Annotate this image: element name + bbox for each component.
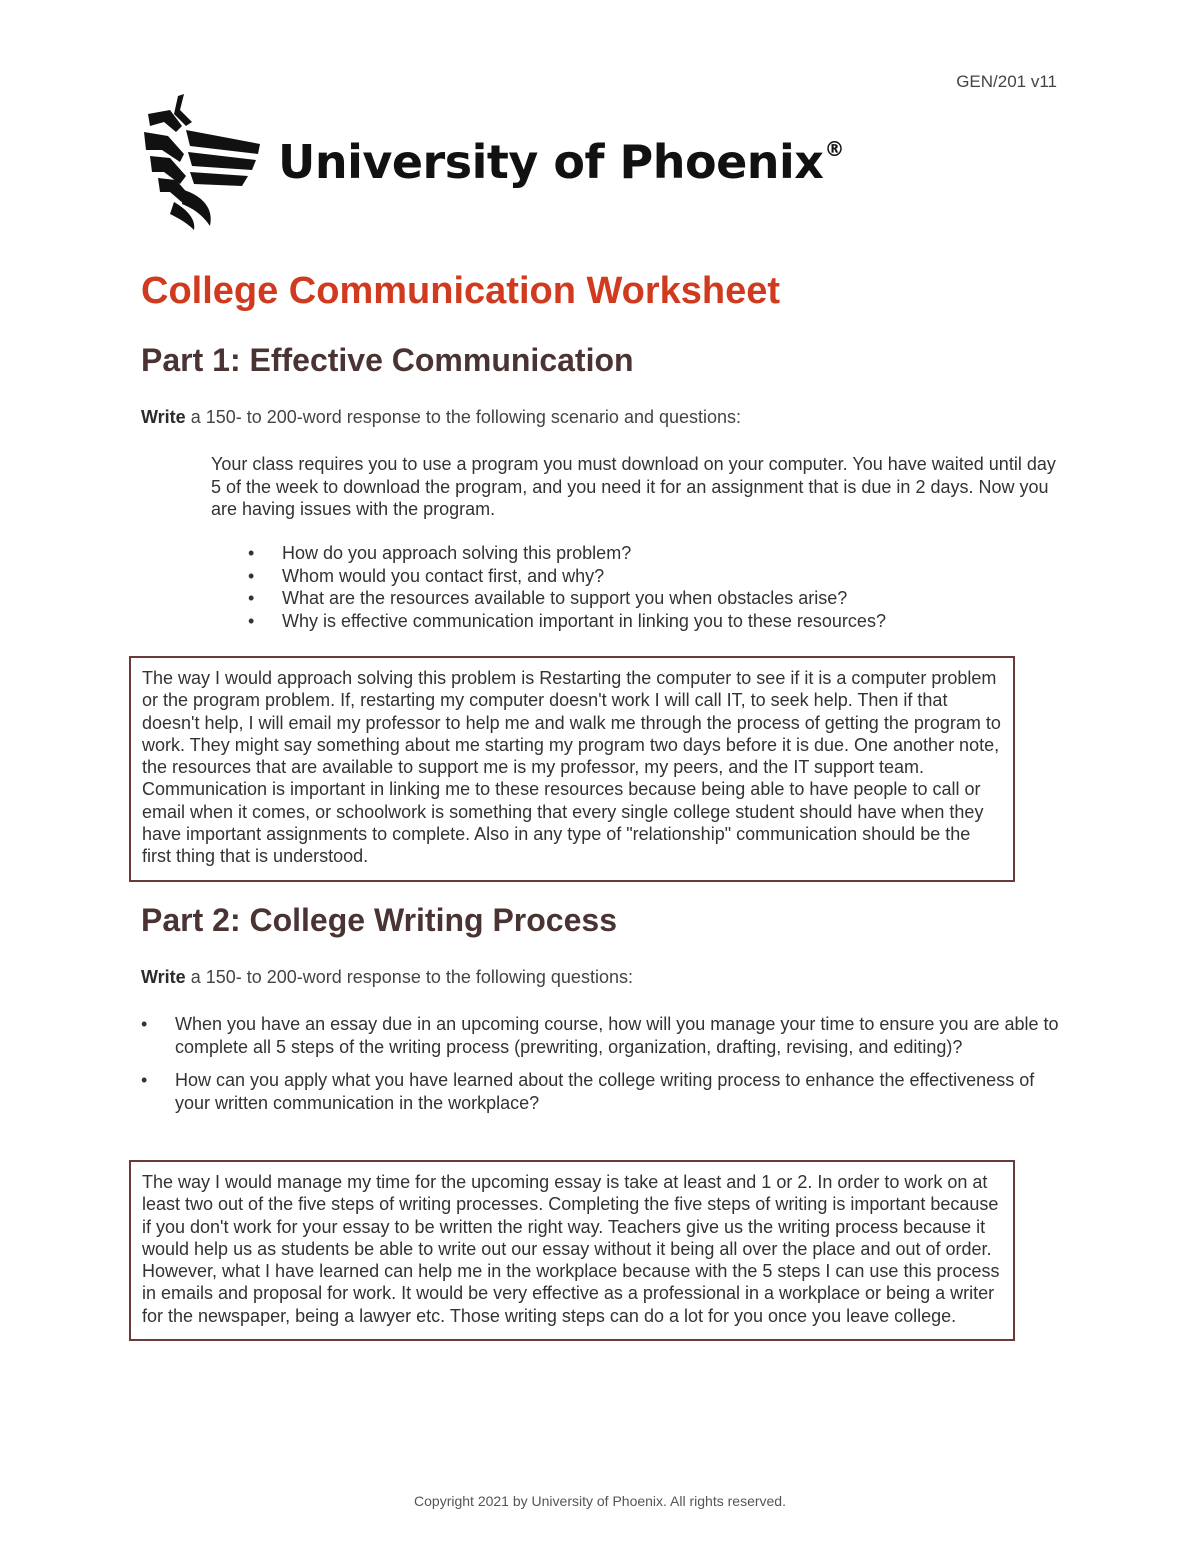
bullet-icon: •	[248, 543, 255, 563]
part2-instructions: Write a 150- to 200-word response to the following questions:	[141, 967, 633, 987]
list-item: • How do you approach solving this problem?	[248, 543, 632, 563]
list-item: • Whom would you contact first, and why?	[248, 565, 605, 586]
phoenix-logo-icon	[140, 92, 262, 230]
bullet-icon: •	[248, 588, 255, 609]
part1-question-list	[248, 542, 886, 632]
list-item: • Why is effective communication important in linking you to these resources?	[248, 610, 886, 631]
list-item: • What are the resources available to support you when obstacles arise?	[248, 588, 848, 609]
part1-heading: Part 1: Effective Communication	[141, 342, 634, 378]
part2-heading: Part 2: College Writing Process	[141, 902, 617, 938]
worksheet-title: College Communication Worksheet	[141, 270, 781, 312]
part1-instructions: Write a 150- to 200-word response to the following scenario and questions:	[141, 407, 742, 427]
bullet-icon: •	[248, 565, 255, 586]
university-logo	[140, 92, 844, 230]
part2-question-list	[141, 1013, 1061, 1125]
bullet-icon: •	[248, 610, 255, 631]
bullet-icon: •	[141, 1070, 148, 1090]
copyright-footer: Copyright 2021 by University of Phoenix. All rights reserved.	[414, 1493, 786, 1509]
list-item: • How can you apply what you have learned about the college writing process to enhance the effectiveness of your written communication in the workplace?	[141, 1070, 1035, 1113]
bullet-icon: •	[141, 1014, 148, 1034]
list-item: • When you have an essay due in an upcoming course, how will you manage your time to ensure you are able to complete all 5 steps of the writing process (prewriting, organization, drafting, revising, and editing)?	[141, 1014, 1059, 1057]
part1-answer-box[interactable]: The way I would approach solving this problem is Restarting the computer to see if it is a computer problem or the program problem. If, restarting my computer doesn't work I will call IT, to seek help. Then if that doesn't help, I will email my professor to help me and walk me through the process of getting the program to work. They might say something about me starting my program two days before it is due. One another note, the resources that are available to support me is my professor, my peers, and the IT support team. Communication is important in linking me to these resources because being able to have people to call or email when it comes, or schoolwork is something that every single college student should have when they have important assignments to complete. Also in any type of "relationship" communication should be the first thing that is understood.	[129, 656, 1015, 882]
document-code: GEN/201 v11	[956, 72, 1057, 91]
part2-answer-box[interactable]: The way I would manage my time for the upcoming essay is take at least and 1 or 2. In order to work on at least two out of the five steps of writing processes. Completing the five steps of writing is important because if you don't work for your essay to be written the right way. Teachers give us the writing process because it would help us as students be able to write out our essay without it being all over the place and out of order. However, what I have learned can help me in the workplace because with the 5 steps I can use this process in emails and proposal for work. It would be very effective as a professional in a workplace or being a writer for the newspaper, being a lawyer etc. Those writing steps can do a lot for you once you leave college.	[129, 1160, 1015, 1341]
part1-scenario: Your class requires you to use a program you must download on your computer. You have waited until day 5 of the week to download the program, and you need it for an assignment that is due in 2 days. Now you are having issues with the program.	[211, 454, 1056, 519]
logo-wordmark: University of Phoenix®	[278, 135, 844, 189]
